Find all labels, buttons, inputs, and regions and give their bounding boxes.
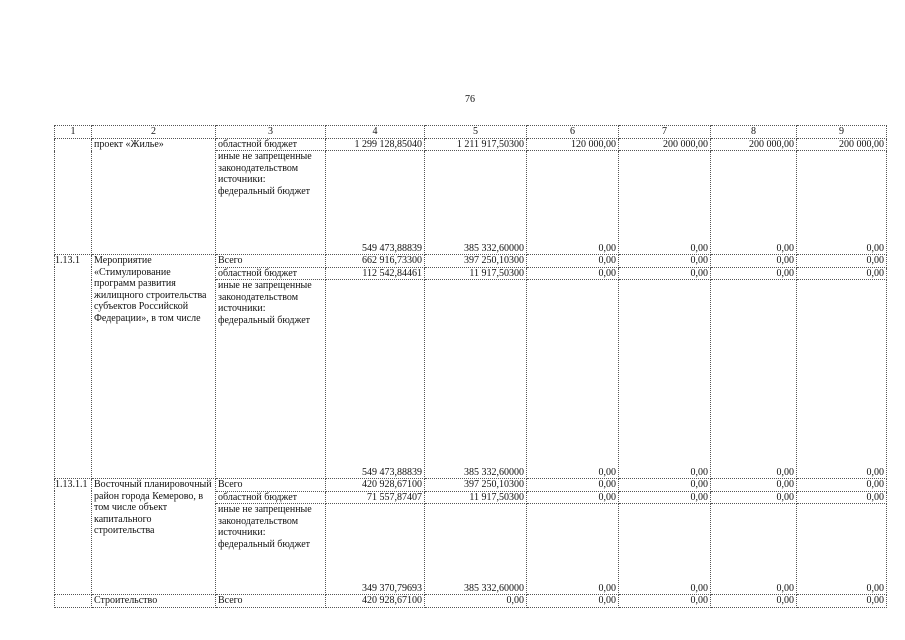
header-cell: 2 — [92, 126, 216, 139]
value-cell: 0,00 — [711, 280, 797, 479]
value-cell: 71 557,87407 — [326, 491, 425, 504]
value-cell: 0,00 — [619, 267, 711, 280]
row-name: проект «Жилье» — [92, 138, 216, 255]
value-cell: 0,00 — [711, 595, 797, 608]
header-cell: 9 — [797, 126, 887, 139]
value-cell: 662 916,73300 — [326, 255, 425, 268]
value-cell: 200 000,00 — [619, 138, 711, 151]
row-name: Восточный планировочный район города Кемерово, в том числе объект капитального строительства — [92, 479, 216, 595]
value-cell: 200 000,00 — [797, 138, 887, 151]
funding-source: Всего — [216, 255, 326, 268]
row-name: Мероприятие «Стимулирование программ развития жилищного строительства субъектов Российской Федерации», в том числе — [92, 255, 216, 479]
value-cell: 0,00 — [797, 280, 887, 479]
table-row — [55, 595, 887, 608]
header-cell: 4 — [326, 126, 425, 139]
value-cell: 1 299 128,85040 — [326, 138, 425, 151]
header-cell: 1 — [55, 126, 92, 139]
value-cell: 0,00 — [619, 479, 711, 492]
value-cell: 0,00 — [527, 504, 619, 595]
value-cell: 0,00 — [711, 267, 797, 280]
row-code — [55, 595, 92, 608]
header-row — [55, 126, 887, 139]
value-cell: 349 370,79693 — [326, 504, 425, 595]
value-cell: 0,00 — [527, 595, 619, 608]
table-row — [55, 138, 887, 151]
funding-source: областной бюджет — [216, 491, 326, 504]
value-cell: 11 917,50300 — [425, 491, 527, 504]
funding-source: Всего — [216, 595, 326, 608]
row-code — [55, 138, 92, 255]
table-row — [55, 479, 887, 492]
value-cell: 0,00 — [619, 595, 711, 608]
value-cell: 0,00 — [425, 595, 527, 608]
value-cell: 112 542,84461 — [326, 267, 425, 280]
value-cell: 200 000,00 — [711, 138, 797, 151]
value-cell: 397 250,10300 — [425, 479, 527, 492]
value-cell: 0,00 — [711, 479, 797, 492]
value-cell: 0,00 — [527, 151, 619, 255]
value-cell: 397 250,10300 — [425, 255, 527, 268]
funding-source: иные не запрещенные законодательством источники: федеральный бюджет — [216, 504, 326, 595]
funding-source: областной бюджет — [216, 267, 326, 280]
value-cell: 0,00 — [797, 479, 887, 492]
value-cell: 0,00 — [797, 595, 887, 608]
value-cell: 0,00 — [711, 504, 797, 595]
value-cell: 420 928,67100 — [326, 595, 425, 608]
header-cell: 7 — [619, 126, 711, 139]
value-cell: 385 332,60000 — [425, 280, 527, 479]
value-cell: 0,00 — [797, 491, 887, 504]
value-cell: 420 928,67100 — [326, 479, 425, 492]
row-code: 1.13.1.1 — [55, 479, 92, 595]
value-cell: 0,00 — [619, 491, 711, 504]
funding-source: областной бюджет — [216, 138, 326, 151]
row-name: Строительство — [92, 595, 216, 608]
value-cell: 0,00 — [527, 479, 619, 492]
value-cell: 0,00 — [527, 267, 619, 280]
header-cell: 8 — [711, 126, 797, 139]
value-cell: 0,00 — [711, 255, 797, 268]
value-cell: 0,00 — [797, 151, 887, 255]
value-cell: 0,00 — [527, 255, 619, 268]
value-cell: 0,00 — [797, 504, 887, 595]
value-cell: 549 473,88839 — [326, 280, 425, 479]
value-cell: 0,00 — [527, 491, 619, 504]
value-cell: 0,00 — [619, 280, 711, 479]
value-cell: 120 000,00 — [527, 138, 619, 151]
funding-source: иные не запрещенные законодательством источники: федеральный бюджет — [216, 151, 326, 255]
funding-source: иные не запрещенные законодательством источники: федеральный бюджет — [216, 280, 326, 479]
value-cell: 0,00 — [619, 255, 711, 268]
value-cell: 0,00 — [619, 151, 711, 255]
header-cell: 5 — [425, 126, 527, 139]
funding-source: Всего — [216, 479, 326, 492]
header-cell: 3 — [216, 126, 326, 139]
value-cell: 0,00 — [619, 504, 711, 595]
value-cell: 385 332,60000 — [425, 504, 527, 595]
value-cell: 0,00 — [527, 280, 619, 479]
value-cell: 1 211 917,50300 — [425, 138, 527, 151]
value-cell: 0,00 — [797, 267, 887, 280]
value-cell: 0,00 — [711, 151, 797, 255]
budget-table — [54, 125, 887, 608]
header-cell: 6 — [527, 126, 619, 139]
value-cell: 0,00 — [711, 491, 797, 504]
page-number: 76 — [465, 94, 475, 105]
value-cell: 0,00 — [797, 255, 887, 268]
value-cell: 385 332,60000 — [425, 151, 527, 255]
table-row — [55, 255, 887, 268]
row-code: 1.13.1 — [55, 255, 92, 479]
value-cell: 11 917,50300 — [425, 267, 527, 280]
value-cell: 549 473,88839 — [326, 151, 425, 255]
